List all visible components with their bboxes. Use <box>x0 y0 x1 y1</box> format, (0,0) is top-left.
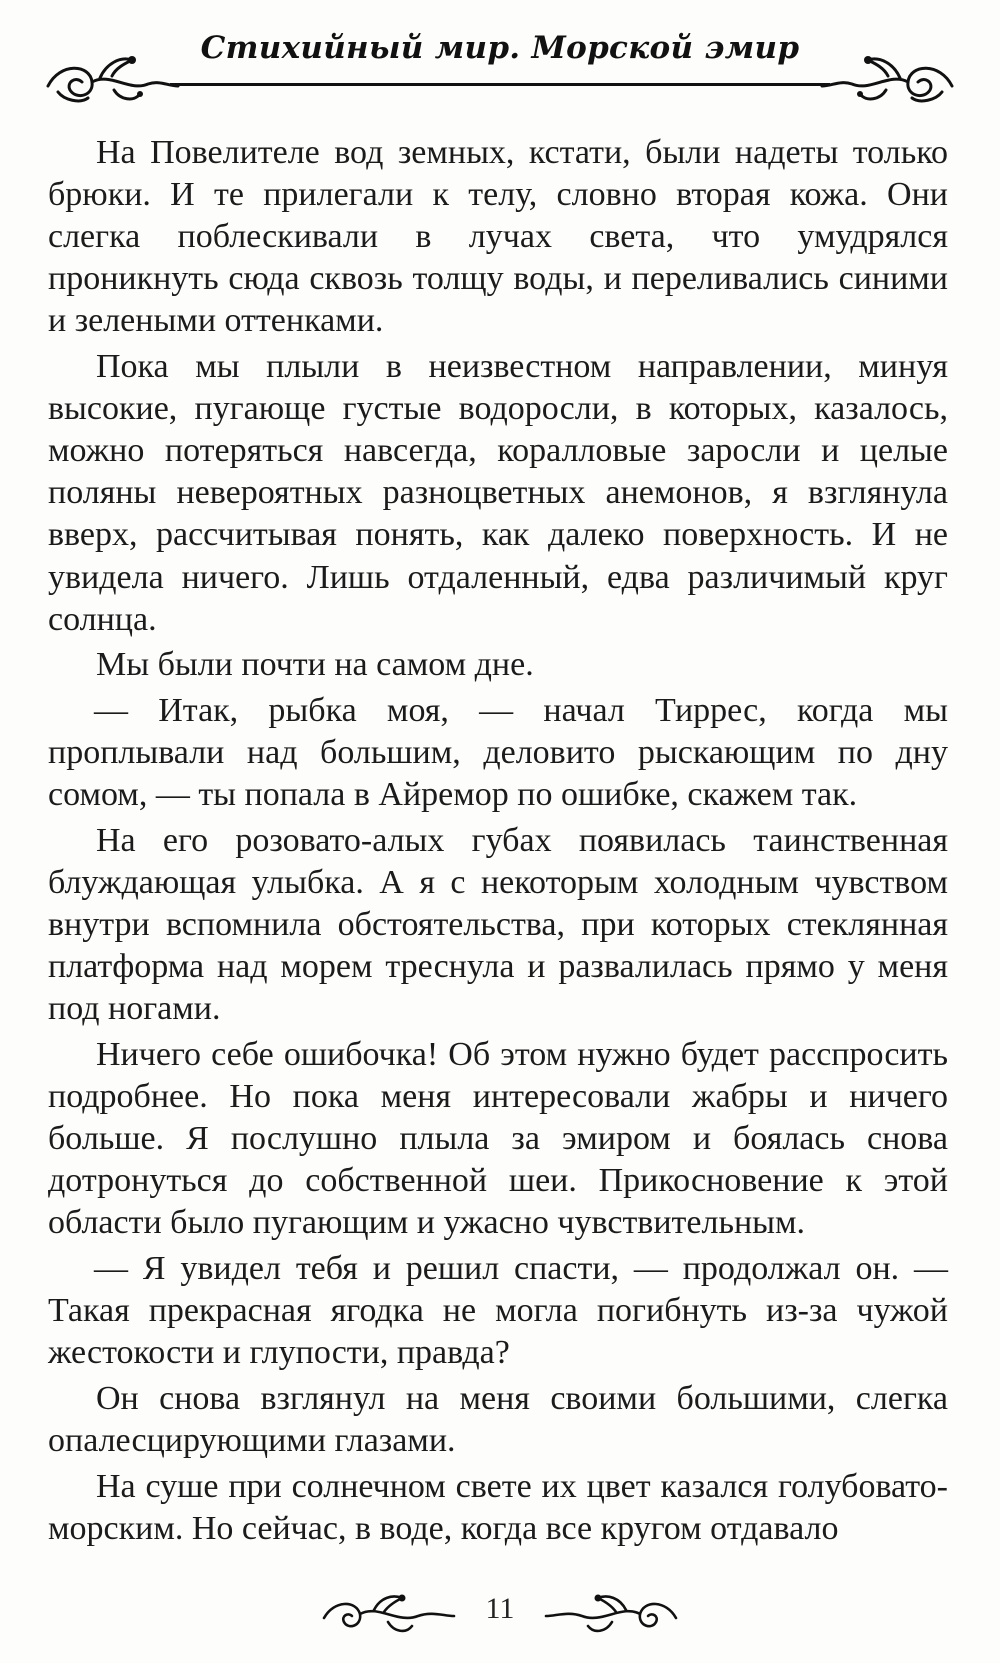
paragraph: На его розовато-алых губах появилась таинственная блуждающая улыбка. А я с некоторым холодным чувством внутри вспомнила обстоятельства, при которых стеклянная платформа над морем треснула и развалилась прямо у меня под ногами. <box>48 821 948 1028</box>
paragraph: Ничего себе ошибочка! Об этом нужно будет расспросить подробнее. Но пока меня интересовали жабры и ничего больше. Я послушно плыла за эмиром и боялась снова дотронуться до собственной шеи. Прикосновение к этой области было пугающим и ужасно чувствительным. <box>48 1035 948 1242</box>
page-header-title: Стихийный мир. Морской эмир <box>200 30 800 66</box>
footer-ornament-left <box>318 1588 458 1643</box>
paragraph: Он снова взглянул на меня своими большими, слегка опалесцирующими глазами. <box>48 1379 948 1459</box>
dialogue-paragraph: — Я увидел тебя и решил спасти, — продолжал он. — Такая прекрасная ягодка не могла погибнуть из-за чужой жестокости и глупости, правда? <box>48 1250 948 1372</box>
dialogue-paragraph: — Итак, рыбка моя, — начал Тиррес, когда мы проплывали над большим, деловито рыскающим по дну сомом, — ты попала в Айремор по ошибке, скажем так. <box>48 692 948 814</box>
page-number: 11 <box>485 1592 515 1625</box>
footer-ornament-right <box>542 1588 682 1643</box>
page-footer <box>0 1582 1000 1652</box>
paragraph: На Повелителе вод земных, кстати, были надеты только брюки. И те прилегали к телу, словно вторая кожа. Они слегка поблескивали в лучах света, что умудрялся проникнуть сюда сквозь толщу воды, и переливались синими и зелеными оттенками. <box>48 134 948 340</box>
flourish-icon <box>542 1588 682 1643</box>
flourish-icon <box>318 1588 458 1643</box>
running-header <box>40 20 960 120</box>
paragraph: Пока мы плыли в неизвестном направлении, минуя высокие, пугающе густые водоросли, в которых, казалось, можно потеряться навсегда, коралловые заросли и целые поляны невероятных разноцветных анемонов, я взглянула вверх, рассчитывая понять, как далеко поверхность. И не увидела ничего. Лишь отдаленный, едва различимый круг солнца. <box>48 348 948 638</box>
flourish-icon <box>820 42 960 112</box>
paragraph: Мы были почти на самом дне. <box>96 646 534 684</box>
header-ornament-right <box>820 42 960 112</box>
page-body-text <box>48 132 948 1553</box>
header-rule <box>170 83 830 86</box>
paragraph: На суше при солнечном свете их цвет казался голубовато-морским. Но сейчас, в воде, когда все кругом отдавало <box>48 1467 948 1547</box>
